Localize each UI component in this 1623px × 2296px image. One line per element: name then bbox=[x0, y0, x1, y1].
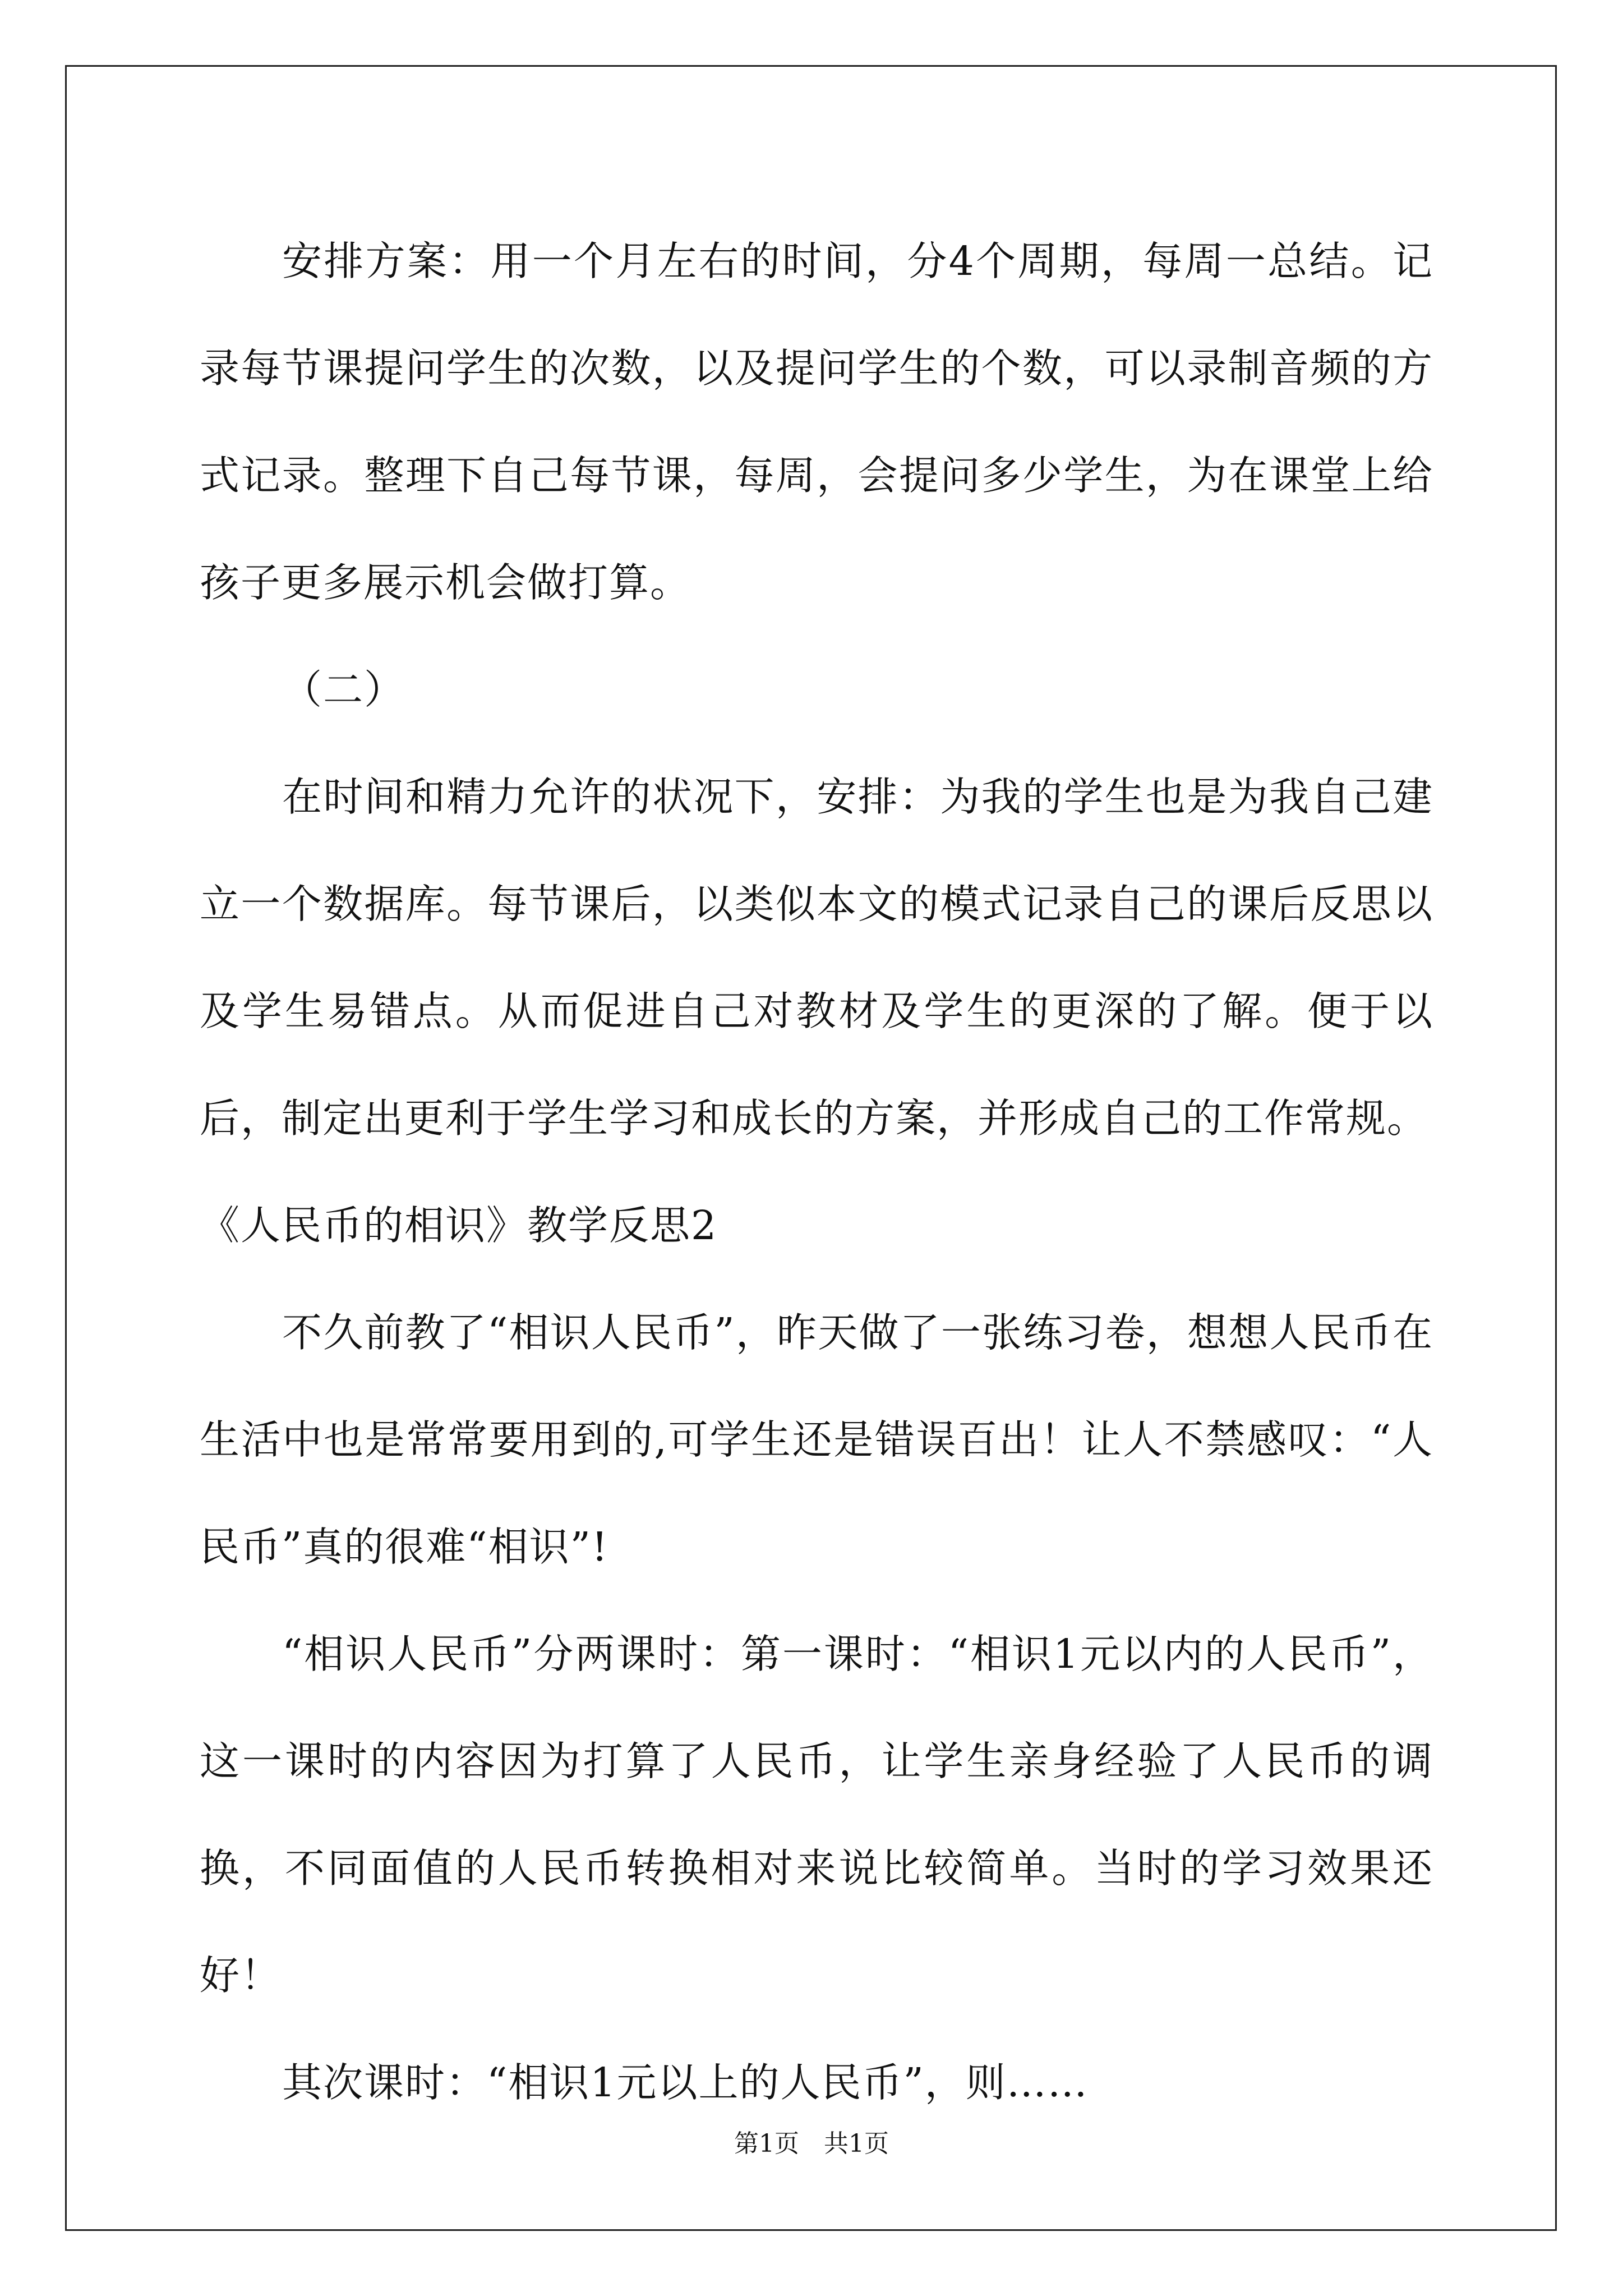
section-marker: （二） bbox=[282, 666, 405, 713]
paragraph-database: 在时间和精力允许的状况下，安排：为我的学生也是为我自己建立一个数据库。每节课后，以类似本文的模式记录自己的课后反思以及学生易错点。从而促进自己对教材及学生的更深的了解。便于以后，制定出更利于学生学习和成长的方案，并形成自己的工作常规。 bbox=[200, 774, 1433, 1142]
paragraph-plan: 安排方案：用一个月左右的时间，分4个周期，每周一总结。记录每节课提问学生的次数，以及提问学生的个数，可以录制音频的方式记录。整理下自己每节课，每周，会提问多少学生，为在课堂上给孩子更多展示机会做打算。 bbox=[200, 238, 1433, 606]
paragraph-lessons: “相识人民币”分两课时：第一课时：“相识1元以内的人民币”，这一课时的内容因为打算了人民币，让学生亲身经验了人民币的调换，不同面值的人民币转换相对来说比较简单。当时的学习效果还好！ bbox=[200, 1631, 1433, 1999]
document-body bbox=[200, 208, 1433, 2136]
section-heading: 《人民币的相识》教学反思2 bbox=[200, 1202, 718, 1249]
paragraph-second-lesson: 其次课时：“相识1元以上的人民币”，则…… bbox=[282, 2059, 1089, 2106]
page-footer: 第1页 共1页 bbox=[734, 2129, 889, 2158]
paragraph-intro: 不久前教了“相识人民币”，昨天做了一张练习卷，想想人民币在生活中也是常常要用到的,可学生还是错误百出！让人不禁感叹：“人民币”真的很难“相识”! bbox=[200, 1309, 1433, 1570]
